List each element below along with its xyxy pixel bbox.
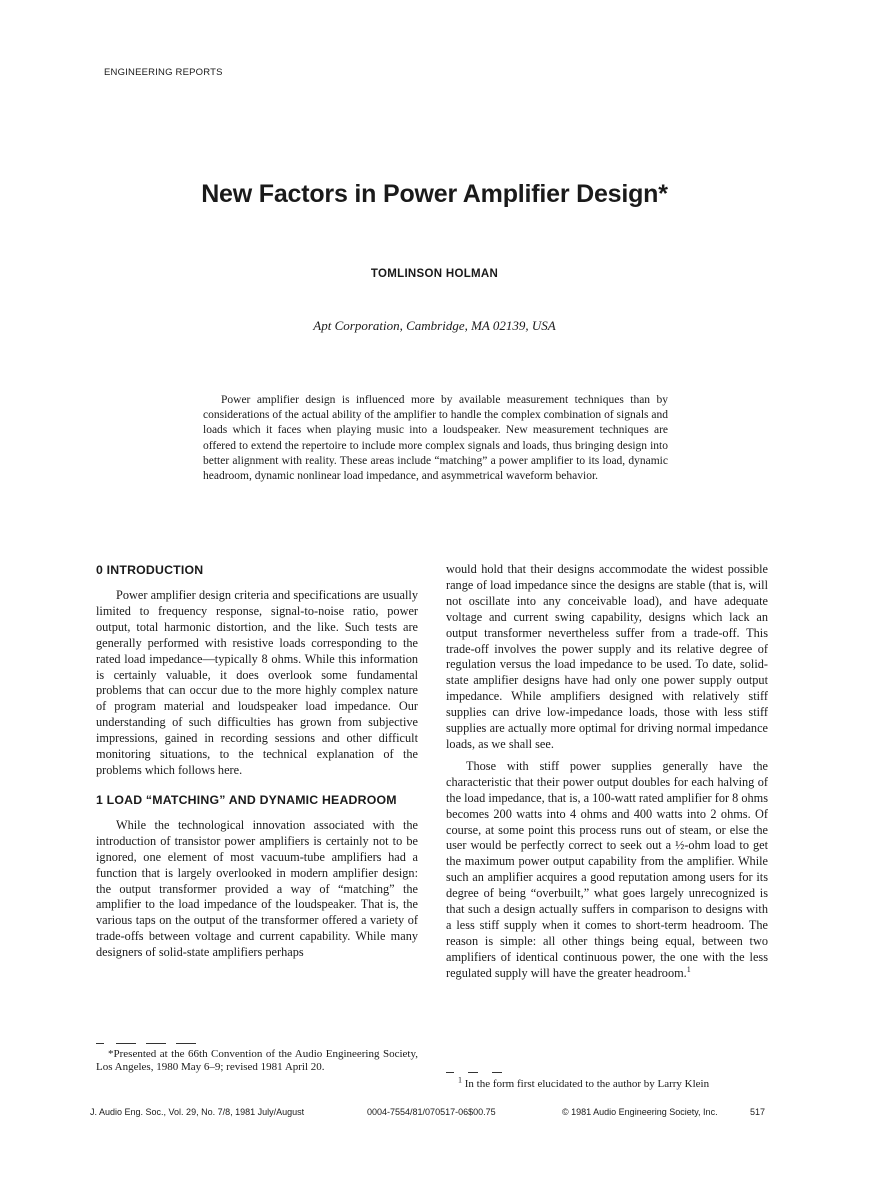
- footnote-1-text: In the form first elucidated to the author by Larry Klein: [464, 1078, 710, 1090]
- footnote-number: 1: [458, 1075, 462, 1085]
- abstract: Power amplifier design is influenced more by available measurement techniques than by considerations of the actual ability of the amplifier to handle the complex combination of signals and loads which it faces when playing music into a loudspeaker. New measurement techniques are offered to extend the repertoire to include more complex signals and loads, thus bringing design into better alignment with reality. These areas include “matching” a power amplifier to its load, dynamic headroom, dynamic nonlinear load impedance, and asymmetrical waveform behavior.: [203, 394, 668, 483]
- footer-article-code: 0004-7554/81/070517-06$00.75: [367, 1107, 496, 1117]
- footer-journal-citation: J. Audio Eng. Soc., Vol. 29, No. 7/8, 1981 July/August: [90, 1107, 305, 1117]
- section-heading-introduction: 0 INTRODUCTION: [96, 563, 204, 577]
- load-matching-paragraph-1-continued: would hold that their designs accommodate the widest possible range of load impedance since the designs are stable (that is, will not oscillate into any conceivable load), and have adequate voltage and current swing capability, designs which lack an output transformer nevertheless suffer from a trade-off. This trade-off involves the power supply and its relative degree of regulation versus the load impedance to be used. To date, solid-state amplifier designs have had only one power supply output impedance. While amplifiers designed with relatively stiff supplies can drive low-impedance loads, those with less stiff supplies are actually more optimal for driving normal impedance loads, as we shall see.: [446, 562, 768, 751]
- author-name: TOMLINSON HOLMAN: [370, 268, 499, 280]
- running-head: ENGINEERING REPORTS: [104, 67, 223, 78]
- introduction-paragraph: Power amplifier design criteria and specifications are usually limited to frequency response, signal-to-noise ratio, power output, total harmonic distortion, and the like. Such tests are generally performed with resistive loads corresponding to the rated load impedance—typically 8 ohms. While this information is certainly valuable, it does overlook some fundamental problems that can occur due to the more highly complex nature of program material and loudspeaker load impedance. Our understanding of such difficulties has grown from subjective impressions, gained in recording sessions and other difficult monitoring situations, to the technical explanation of the problems which follows here.: [96, 588, 418, 777]
- load-matching-paragraph-1: While the technological innovation associated with the introduction of transistor power amplifiers is certainly not to be ignored, one element of most vacuum-tube amplifiers had a function that is largely overlooked in modern amplifier design: the output transformer provided a way of “matching” the amplifier to the load impedance of the loudspeaker. That is, the various taps on the output of the transformer offered a variety of trade-offs between voltage and current capability. While many designers of solid-state amplifiers perhaps: [96, 817, 418, 960]
- footnote-reference: 1: [686, 964, 691, 974]
- page-number: 517: [750, 1107, 766, 1117]
- load-matching-paragraph-2: [446, 759, 768, 982]
- footnote-rule-right: [446, 1072, 454, 1073]
- footnote-rule-right: [468, 1072, 478, 1073]
- paragraph-2-text: Those with stiff power supplies generally have the characteristic that their power output doubles for each halving of the load impedance, that is, a 100-watt rated amplifier for 8 ohms becomes 200 watts into 4 ohms and 400 watts into 2 ohms. Of course, at some point this process runs out of steam, or else the user would be perfectly correct to seek out a ½-ohm load to get the maximum power output capability from the amplifier. While such an amplifier acquires a good reputation among users for its degree of being “overbuilt,” what goes largely unrecognized is that such a design actually suffers in comparison to designs with a less stiff supply when it comes to short-term headroom. The reason is simple: all other things being equal, between two amplifiers of identical continuous power, the one with the less regulated supply will have the greater headroom.: [446, 758, 769, 980]
- left-column: [96, 562, 418, 961]
- section-heading-load-matching: 1 LOAD “MATCHING” AND DYNAMIC HEADROOM: [96, 792, 397, 807]
- footnote-presentation: *Presented at the 66th Convention of the Audio Engineering Society, Los Angeles, 1980 May 6–9; revised 1981 April 20.: [96, 1048, 418, 1073]
- footnote-rule-right: [492, 1072, 502, 1073]
- author-affiliation: Apt Corporation, Cambridge, MA 02139, USA: [313, 318, 556, 333]
- right-column: [446, 562, 768, 982]
- footnote-rule-left: [96, 1043, 104, 1044]
- footnote-rule-left: [116, 1043, 136, 1044]
- footnote-1: [446, 1075, 768, 1091]
- footnote-rule-left: [176, 1043, 196, 1044]
- footnote-rule-left: [146, 1043, 166, 1044]
- footer-copyright: © 1981 Audio Engineering Society, Inc.: [562, 1107, 718, 1117]
- paper-title: New Factors in Power Amplifier Design*: [201, 180, 668, 208]
